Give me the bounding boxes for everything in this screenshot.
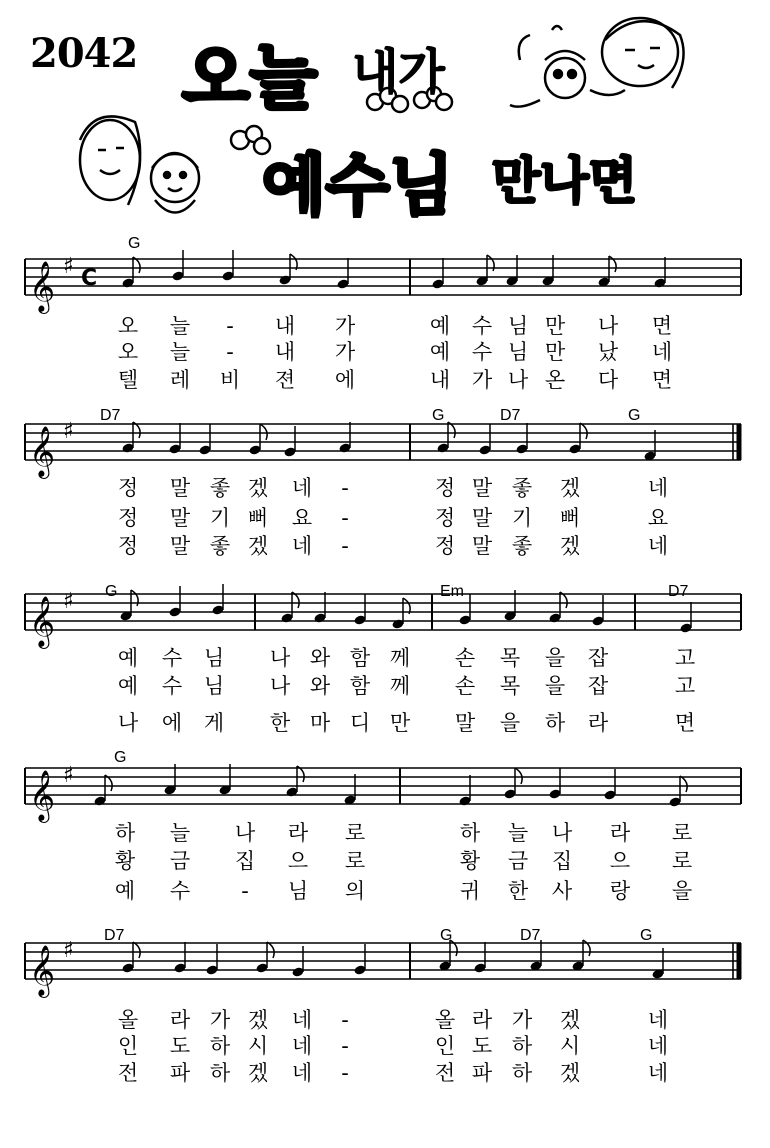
note [198,424,211,456]
lyric-syllable: 파 [169,1061,191,1085]
lyric-syllable: 귀 [459,879,481,903]
lyric-syllable: 수 [169,879,191,903]
title-word-2: 내가 [352,44,445,100]
note [353,594,366,626]
lyric-syllable: 고 [674,674,696,698]
lyric-syllable: 말 [471,476,493,500]
chord-symbol: G [128,235,141,252]
note [653,257,666,289]
note [336,258,349,290]
note [529,940,542,972]
lyric-syllable: 레 [169,368,191,392]
lyric-syllable: 내 [274,340,296,364]
treble-clef-icon: 𝄞 [29,261,56,312]
lyric-syllable: 잡 [587,674,609,698]
lyric-syllable: 사 [551,879,573,903]
lyric-syllable: 라 [471,1008,493,1032]
lyric-syllable: 하 [209,1061,231,1085]
lyric-syllable: 만 [389,711,411,735]
lyric-syllable: 님 [507,314,529,338]
chord-symbol: D7 [520,927,541,944]
note [168,586,181,618]
lyric-syllable: 늘 [169,340,191,364]
hymn-number: 2042 [30,30,138,77]
note [571,940,590,972]
lyric-syllable: 뻐 [559,506,581,530]
chord-symbol: G [440,927,453,944]
sharp-icon: ♯ [63,589,74,614]
lyric-syllable: 정 [434,534,456,558]
lyric-syllable: 겠 [559,476,581,500]
lyric-syllable: 올 [117,1008,139,1032]
lyric-syllable: 네 [651,340,673,364]
lyric-syllable: 정 [117,534,139,558]
lyric-syllable: 인 [434,1034,456,1058]
lyric-syllable: 나 [269,674,291,698]
lyric-syllable: 을 [544,646,566,670]
lyric-syllable: 네 [291,1034,313,1058]
sharp-icon: ♯ [63,763,74,788]
lyric-syllable: 말 [471,534,493,558]
treble-clef-icon: 𝄞 [29,770,56,821]
note [93,775,112,807]
lyric-syllable: 시 [559,1034,581,1058]
lyric-syllable: 비 [219,368,241,392]
note [438,940,457,972]
lyric-syllable: 나 [117,711,139,735]
lyric-syllable: 요 [291,506,313,530]
lyric-syllable: 으 [287,849,309,873]
lyric-syllable: 예 [117,674,139,698]
lyric-syllable: 네 [291,534,313,558]
note [478,424,491,456]
lyric-syllable: 내 [429,368,451,392]
lyric-syllable: 말 [169,476,191,500]
lyric-syllable: 수 [161,646,183,670]
lyric-syllable: 손 [454,646,476,670]
lyric-syllable: 나 [234,821,256,845]
lyric-syllable: 로 [344,821,366,845]
chord-symbol: D7 [100,407,121,424]
lyric-syllable: 오 [117,340,139,364]
lyric-syllable: 목 [499,674,521,698]
note [255,942,274,974]
note [603,769,616,801]
lyric-syllable: 로 [344,849,366,873]
note [173,942,186,974]
treble-clef-icon: 𝄞 [29,945,56,996]
chord-symbol: G [114,749,127,766]
lyric-syllable: 예 [429,314,451,338]
lyric-syllable: 파 [471,1061,493,1085]
lyric-syllable: 만 [544,340,566,364]
lyric-syllable: 와 [309,674,331,698]
lyric-syllable: 네 [647,1061,669,1085]
lyric-syllable: 함 [349,674,371,698]
lyric-syllable: 나 [597,314,619,338]
system-2 [25,407,741,558]
lyric-syllable: 집 [551,849,573,873]
lyric-syllable: 에 [334,368,356,392]
chord-symbol: D7 [104,927,125,944]
lyric-syllable: 정 [117,476,139,500]
lyric-syllable: 젼 [274,368,296,392]
lyric-syllable: 겠 [247,1061,269,1085]
lyric-syllable: 말 [169,534,191,558]
lyric-syllable: 겠 [247,534,269,558]
lyric-syllable: 하 [114,821,136,845]
note [568,423,587,455]
chord-symbol: G [628,407,641,424]
lyric-syllable: 온 [544,368,566,392]
lyric-syllable: 네 [647,1034,669,1058]
lyric-syllable: 났 [597,340,619,364]
lyric-syllable: 네 [291,1008,313,1032]
note [171,250,184,282]
lyric-syllable: 에 [161,711,183,735]
chord-symbol: D7 [668,583,689,600]
lyric-syllable: 가 [511,1008,533,1032]
lyric-syllable: 로 [671,821,693,845]
lyric-syllable: 하 [459,821,481,845]
lyric-syllable: 도 [169,1034,191,1058]
lyric-syllable: 좋 [511,476,533,500]
lyric-syllable: 손 [454,674,476,698]
system-5 [25,927,741,1085]
note [338,422,351,454]
lyric-syllable: 전 [434,1061,456,1085]
lyric-syllable: 나 [551,821,573,845]
lyric-syllable: 을 [671,879,693,903]
sharp-icon: ♯ [63,938,74,963]
note [643,430,656,462]
note [458,775,471,807]
lyric-syllable: 시 [247,1034,269,1058]
lyric-syllable: 황 [459,849,481,873]
lyric-syllable: 내 [274,314,296,338]
lyric-syllable: - [341,476,349,500]
lyric-syllable: 면 [674,711,696,735]
treble-clef-icon: 𝄞 [29,426,56,477]
lyric-syllable: 기 [209,506,231,530]
system-1 [25,235,741,392]
note [121,942,140,974]
common-time-icon: C [81,266,98,291]
chord-symbol: D7 [500,407,521,424]
lyric-syllable: 라 [169,1008,191,1032]
note [668,776,687,808]
lyric-syllable: 수 [471,340,493,364]
lyric-syllable: 텔 [117,368,139,392]
lyric-syllable: 전 [117,1061,139,1085]
lyric-syllable: 라 [287,821,309,845]
lyric-syllable: 면 [651,314,673,338]
lyric-syllable: 말 [169,506,191,530]
note [343,774,356,806]
note [168,423,181,455]
note [515,423,528,455]
lyric-syllable: 네 [291,476,313,500]
note [431,258,444,290]
lyric-syllable: 의 [344,879,366,903]
lyric-syllable: - [241,879,249,903]
lyric-syllable: 마 [309,711,331,735]
note [591,595,604,627]
lyric-syllable: 좋 [209,476,231,500]
lyric-syllable: 게 [203,711,225,735]
lyric-syllable: 겠 [559,1061,581,1085]
lyric-syllable: 겠 [247,476,269,500]
chord-symbol: G [640,927,653,944]
lyric-syllable: 가 [334,340,356,364]
note [121,257,140,289]
system-3 [25,583,741,735]
lyric-syllable: 로 [671,849,693,873]
lyric-syllable: 금 [169,849,191,873]
lyric-syllable: - [226,314,234,338]
lyric-syllable: 좋 [511,534,533,558]
lyric-syllable: 겠 [559,534,581,558]
lyric-syllable: 하 [511,1034,533,1058]
note [205,944,218,976]
lyric-syllable: 요 [647,506,669,530]
lyric-syllable: 금 [507,849,529,873]
lyric-syllable: 면 [651,368,673,392]
lyric-syllable: 한 [269,711,291,735]
lyric-syllable: 늘 [169,821,191,845]
note [597,256,616,288]
note [548,768,561,800]
lyric-syllable: 하 [209,1034,231,1058]
lyric-syllable: 오 [117,314,139,338]
lyric-syllable: 잡 [587,646,609,670]
lyric-syllable: 수 [161,674,183,698]
title-word-4: 만나면 [492,152,637,210]
lyric-syllable: 늘 [507,821,529,845]
lyric-syllable: 가 [471,368,493,392]
lyric-syllable: 다 [597,368,619,392]
lyric-syllable: 네 [647,1008,669,1032]
note [473,942,486,974]
chord-symbol: G [105,583,118,600]
note [121,422,140,454]
lyric-syllable: - [341,534,349,558]
lyric-syllable: 한 [507,879,529,903]
lyric-syllable: 네 [647,476,669,500]
lyric-syllable: 을 [499,711,521,735]
lyric-syllable: 께 [389,674,411,698]
lyric-syllable: 라 [587,711,609,735]
lyric-syllable: 가 [209,1008,231,1032]
title-word-3: 예수님 [262,147,454,224]
note [285,766,304,798]
lyric-syllable: 만 [544,314,566,338]
note [221,250,234,282]
sharp-icon: ♯ [63,254,74,279]
lyric-syllable: 네 [647,534,669,558]
lyric-syllable: 집 [234,849,256,873]
treble-clef-icon: 𝄞 [29,596,56,647]
lyric-syllable: 말 [454,711,476,735]
lyric-syllable: - [341,506,349,530]
lyric-syllable: 뻐 [247,506,269,530]
lyric-syllable: - [341,1034,349,1058]
lyric-syllable: 가 [334,314,356,338]
note [291,946,304,978]
lyric-syllable: 님 [287,879,309,903]
lyric-syllable: 늘 [169,314,191,338]
lyric-syllable: 하 [544,711,566,735]
lyric-syllable: 정 [434,476,456,500]
lyric-syllable: 겠 [247,1008,269,1032]
lyric-syllable: 황 [114,849,136,873]
lyric-syllable: 을 [544,674,566,698]
lyric-syllable: 디 [349,711,371,735]
lyric-syllable: - [341,1008,349,1032]
lyric-syllable: - [341,1061,349,1085]
lyric-syllable: 나 [507,368,529,392]
lyric-syllable: 함 [349,646,371,670]
chord-symbol: G [432,407,445,424]
note [353,944,366,976]
lyric-syllable: - [226,340,234,364]
lyric-syllable: 님 [507,340,529,364]
lyric-syllable: 랑 [609,879,631,903]
lyric-syllable: 네 [291,1061,313,1085]
note [280,592,299,624]
lyric-syllable: 정 [117,506,139,530]
lyric-syllable: 으 [609,849,631,873]
note [211,584,224,616]
note [548,592,567,624]
title-word-1: 오늘 [182,37,318,119]
lyric-syllable: 인 [117,1034,139,1058]
lyric-syllable: 겠 [559,1008,581,1032]
lyric-syllable: 께 [389,646,411,670]
lyric-syllable: 라 [609,821,631,845]
lyric-syllable: 목 [499,646,521,670]
lyric-syllable: 님 [203,646,225,670]
note [313,592,326,624]
sharp-icon: ♯ [63,419,74,444]
lyric-syllable: 기 [511,506,533,530]
lyric-syllable: 도 [471,1034,493,1058]
lyric-syllable: 예 [114,879,136,903]
lyric-syllable: 수 [471,314,493,338]
lyric-syllable: 나 [269,646,291,670]
lyric-syllable: 올 [434,1008,456,1032]
note [436,422,455,454]
lyric-syllable: 님 [203,674,225,698]
lyric-syllable: 와 [309,646,331,670]
lyric-syllable: 좋 [209,534,231,558]
chord-symbol: Em [440,583,464,600]
lyric-syllable: 예 [117,646,139,670]
lyric-syllable: 고 [674,646,696,670]
lyric-syllable: 말 [471,506,493,530]
lyric-syllable: 하 [511,1061,533,1085]
note [679,602,692,634]
system-4 [25,749,741,903]
lyric-syllable: 예 [429,340,451,364]
lyric-syllable: 정 [434,506,456,530]
